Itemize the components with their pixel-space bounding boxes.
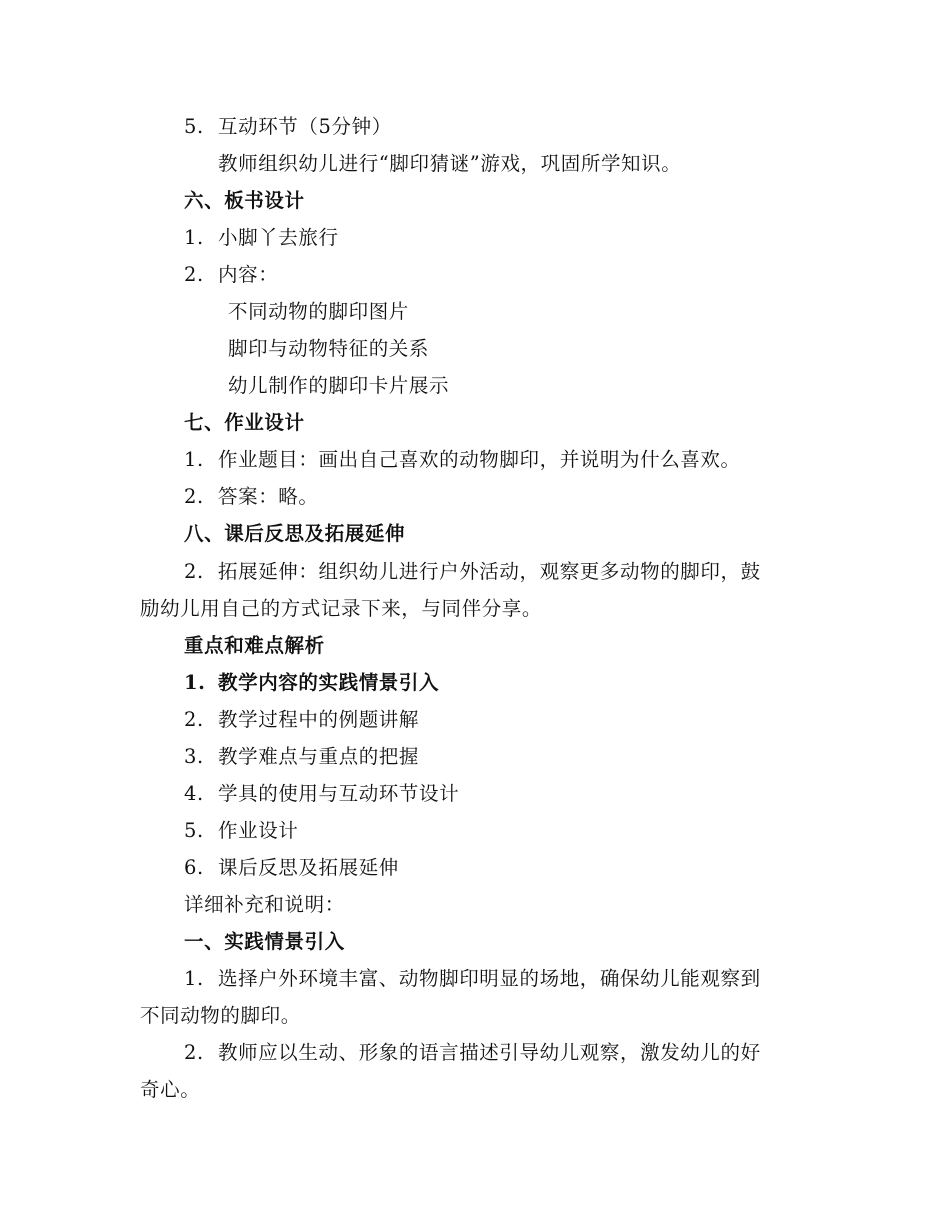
section-heading: 一、实践情景引入	[184, 930, 345, 953]
list-item: 4. 学具的使用与互动环节设计	[184, 782, 460, 805]
list-item: 1. 小脚丫去旅行	[184, 226, 339, 249]
paragraph-continuation: 励幼儿用自己的方式记录下来，与同伴分享。	[140, 597, 543, 620]
section-heading: 七、作业设计	[184, 411, 305, 434]
list-item: 1. 教学内容的实践情景引入	[184, 671, 440, 694]
list-item: 5. 作业设计	[184, 819, 299, 842]
list-item: 1. 选择户外环境丰富、动物脚印明显的场地，确保幼儿能观察到	[184, 967, 761, 990]
paragraph-continuation: 奇心。	[140, 1078, 201, 1101]
list-item: 1. 作业题目：画出自己喜欢的动物脚印，并说明为什么喜欢。	[184, 448, 741, 471]
sub-item: 不同动物的脚印图片	[228, 300, 409, 323]
sub-item: 脚印与动物特征的关系	[228, 337, 430, 360]
paragraph: 教师组织幼儿进行“脚印猜谜”游戏，巩固所学知识。	[218, 152, 682, 175]
list-item: 2. 拓展延伸：组织幼儿进行户外活动，观察更多动物的脚印，鼓	[184, 560, 761, 583]
list-item: 6. 课后反思及拓展延伸	[184, 856, 399, 879]
list-item: 2. 答案：略。	[184, 485, 319, 508]
list-item: 2. 内容：	[184, 263, 279, 286]
section-heading: 重点和难点解析	[184, 634, 325, 657]
list-item: 5. 互动环节（5分钟）	[184, 115, 392, 138]
paragraph: 详细补充和说明：	[184, 893, 345, 916]
paragraph-continuation: 不同动物的脚印。	[140, 1004, 301, 1027]
list-item: 2. 教师应以生动、形象的语言描述引导幼儿观察，激发幼儿的好	[184, 1041, 761, 1064]
list-item: 3. 教学难点与重点的把握	[184, 745, 420, 768]
section-heading: 六、板书设计	[184, 189, 305, 212]
list-item: 2. 教学过程中的例题讲解	[184, 708, 420, 731]
section-heading: 八、课后反思及拓展延伸	[184, 522, 406, 545]
sub-item: 幼儿制作的脚印卡片展示	[228, 374, 450, 397]
